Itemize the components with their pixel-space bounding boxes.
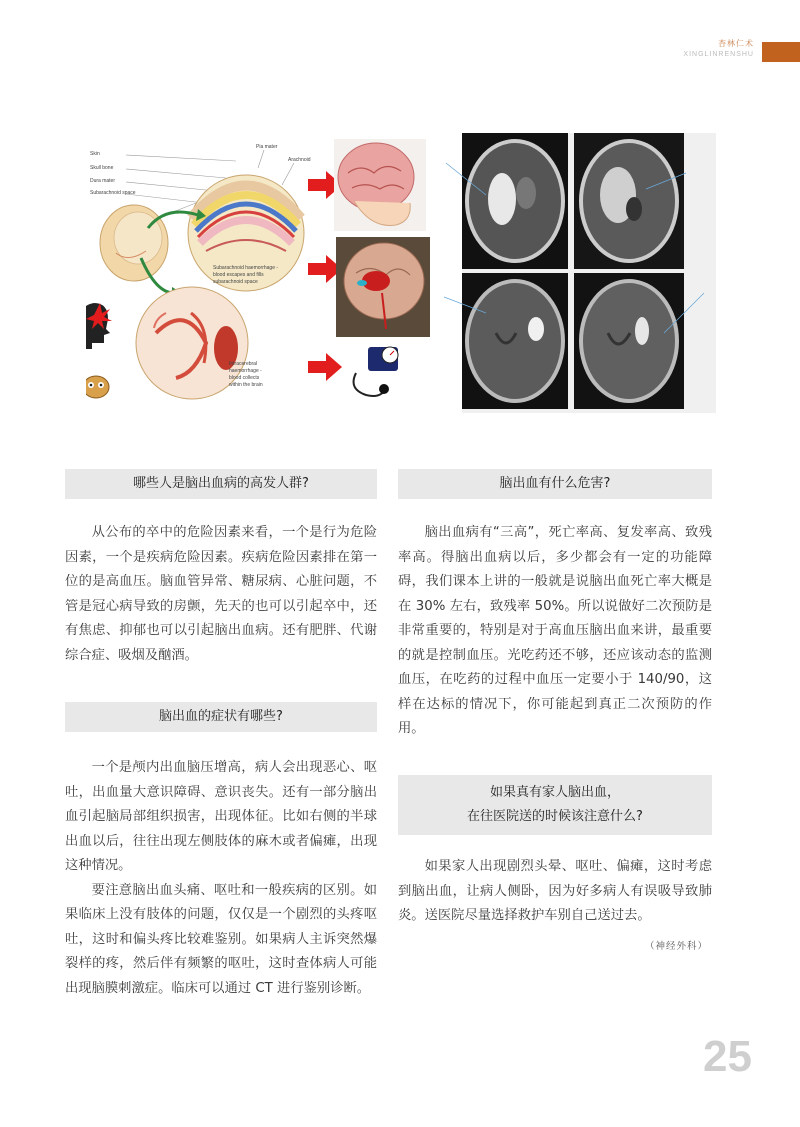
paragraph-hospital (398, 855, 712, 929)
cartoon-icon (86, 376, 109, 398)
heading-symptoms (65, 702, 377, 732)
header-en: XINGLINRENSHU (683, 51, 754, 58)
label-ich-4: within the brain (229, 382, 263, 388)
header-cn: 杏林仁术 (718, 39, 754, 48)
department-note: （神经外科） (645, 941, 709, 952)
label-subarachnoid: Subarachnoid space (90, 190, 136, 196)
label-dura: Dura mater (90, 178, 116, 184)
paragraph-who-text: 从公布的卒中的危险因素来看，一个是行为危险因素，一个是疾病危险因素。疾病危险因素排在第一位的是高血压。脑血管异常、糖尿病、心脏问题，不管是冠心病导致的房颤，先天的也可以引起卒中，还有焦虑、抑郁也可以引起脑出血病。还有肥胖、代谢综合症、吸烟及酗酒。 (65, 525, 377, 663)
brain-hemorrhage-figure (86, 133, 716, 413)
header-accent-bar (762, 42, 800, 62)
brain-head-illustration (334, 139, 426, 231)
paragraph-harm-text: 脑出血病有“三高”，死亡率高、复发率高、致残率高。得脑出血病以后，多少都会有一定的功能障碍，我们课本上讲的一般就是说脑出血死亡率大概是在 30% 左右，致残率 50%。所以说做好二次预防是非常重要的，特别是对于高血压脑出血来讲，最重要的就是控制血压。光吃药还不够，还应该动态的监测血压，在吃药的过程中血压一定要小于 140/90，这样在达标的情况下，你可能起到真正二次预防的作用。 (398, 525, 712, 736)
label-ich-1: Intracerebral (229, 361, 258, 367)
page-number: 25 (703, 1032, 752, 1081)
heading-harm-text: 脑出血有什么危害? (499, 476, 611, 491)
label-skin: Skin (90, 151, 100, 157)
heading-hospital-line-1: 如果真有家人脑出血， (489, 785, 620, 800)
head-illustration (100, 205, 168, 281)
label-skull: Skull bone (90, 165, 114, 171)
ct-scan-grid (444, 133, 716, 413)
label-ich-2: haemorrhage - (229, 368, 262, 374)
label-arachnoid: Arachnoid (288, 157, 311, 163)
headache-icon (86, 303, 112, 349)
label-sah-3: subarachnoid space (213, 279, 258, 285)
paragraph-hospital-text: 如果家人出现剧烈头晕、呕吐、偏瘫，这时考虑到脑出血，让病人侧卧，因为好多病人有误吸导致肺炎。送医院尽量选择救护车别自己送过去。 (398, 859, 712, 923)
figure-illustration (86, 133, 716, 413)
paragraph-symptoms (65, 756, 377, 1001)
label-ich-3: blood collects (229, 375, 260, 381)
running-header (683, 38, 754, 58)
label-pia: Pia mater (256, 144, 278, 150)
heading-symptoms-text: 脑出血的症状有哪些? (159, 709, 283, 724)
paragraph-who (65, 521, 377, 668)
heading-hospital-line-2: 在往医院送的时候该注意什么? (467, 809, 643, 824)
heading-who (65, 469, 377, 499)
blood-pressure-monitor-icon (354, 347, 398, 396)
paragraph-symptoms-text-1: 一个是颅内出血脑压增高，病人会出现恶心、呕吐，出血量大意识障碍、意识丧失。还有一部分脑出血引起脑局部组织损害，出现体征。比如右侧的半球出血以后，往往出现左侧肢体的麻木或者偏瘫，出现这种情况。 (65, 760, 377, 873)
heading-who-text: 哪些人是脑出血病的高发人群? (133, 476, 309, 491)
heading-harm (398, 469, 712, 499)
heading-hospital (398, 775, 712, 835)
label-sah-2: blood escapes and fills (213, 272, 264, 278)
label-sah-1: Subarachnoid haemorrhage - (213, 265, 279, 271)
paragraph-symptoms-text-2: 要注意脑出血头痛、呕吐和一般疾病的区别。如果临床上没有肢体的问题，仅仅是一个剧烈的头疼呕吐，这时和偏头疼比较难鉴别。如果病人主诉突然爆裂样的疼，然后伴有频繁的呕吐，这时查体病人可能出现脑膜刺激症。临床可以通过 CT 进行鉴别诊断。 (65, 882, 377, 996)
hemorrhage-brain-illustration (336, 237, 430, 337)
paragraph-harm (398, 521, 712, 742)
